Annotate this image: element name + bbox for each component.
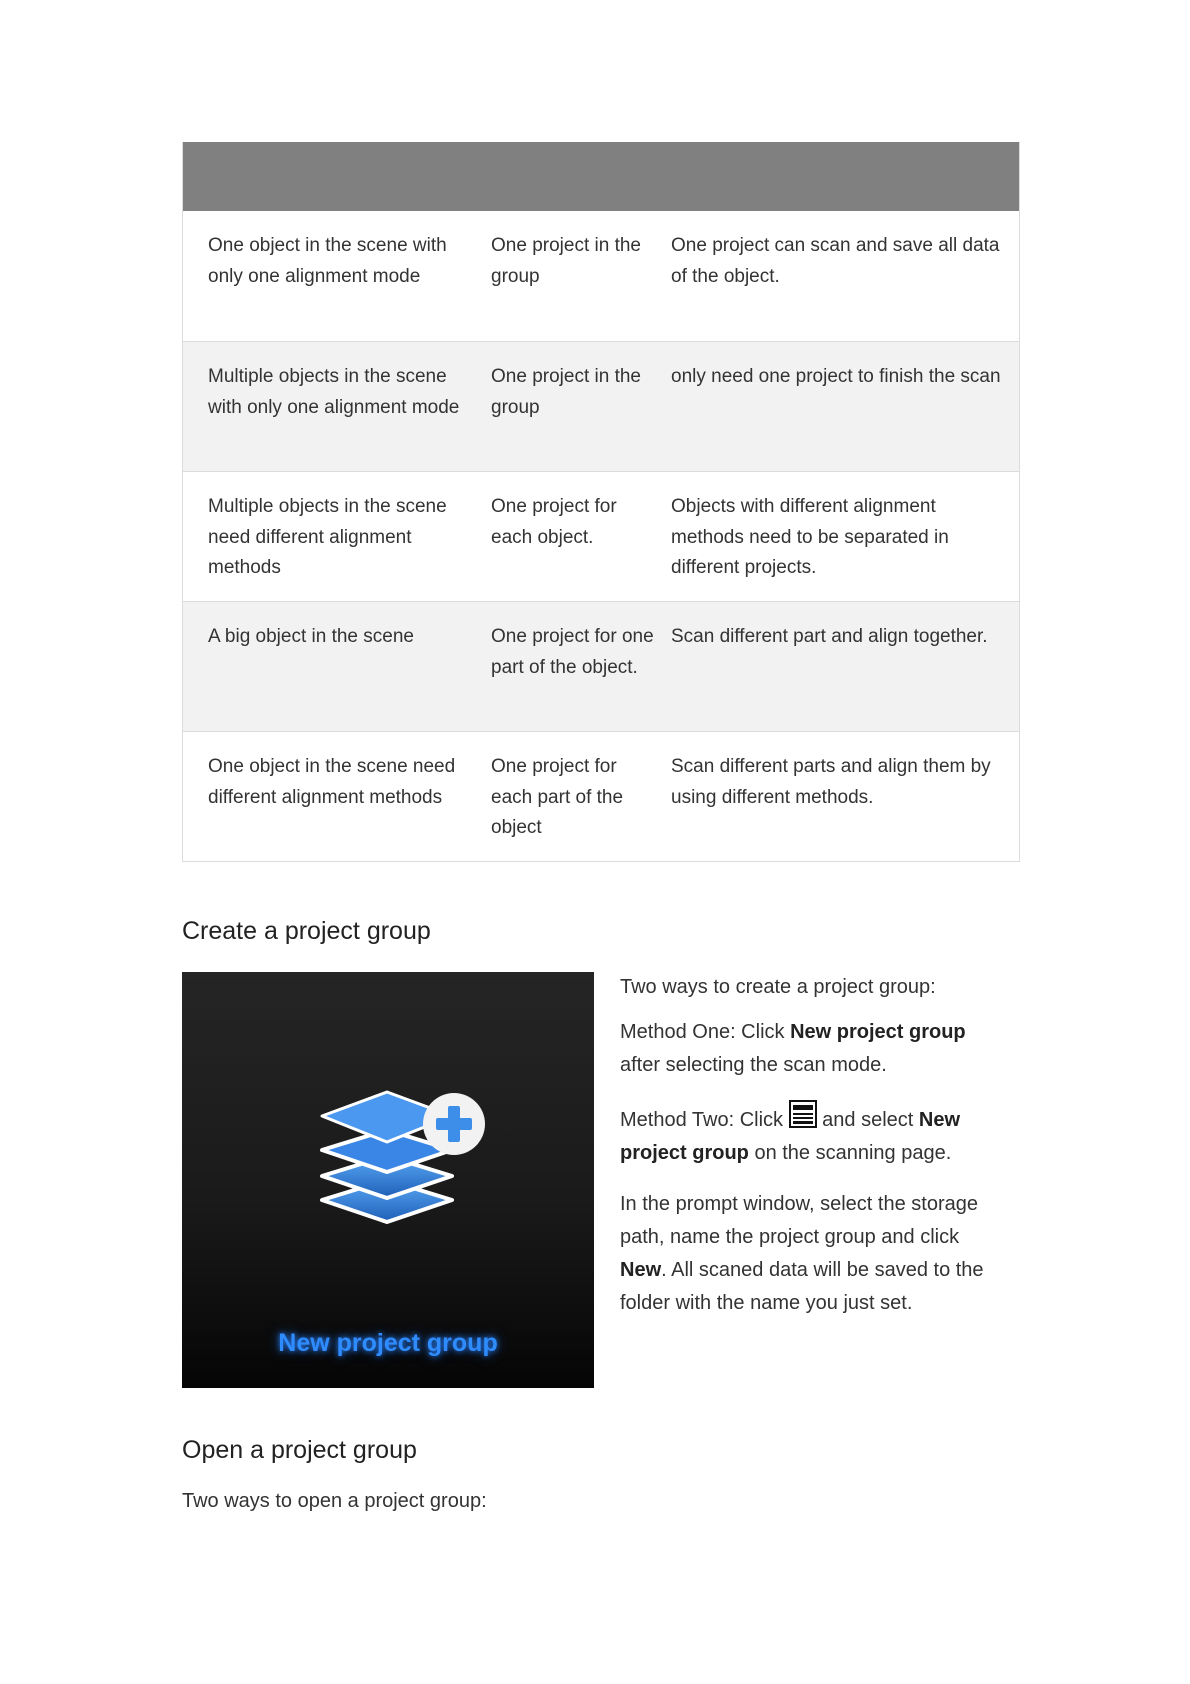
projects-cell: One project for each part of the object [491, 756, 624, 838]
prompt-prefix: In the prompt window, select the storage path, name the project group and click [620, 1193, 978, 1248]
scenario-cell: Multiple objects in the scene need different alignment methods [208, 496, 447, 578]
create-section-heading: Create a project group [182, 917, 431, 945]
project-group-table [182, 142, 1020, 862]
method-one-prefix: Method One: Click [620, 1021, 791, 1043]
table-row [183, 471, 1019, 601]
method-one-text [620, 1016, 1010, 1082]
create-intro: Two ways to create a project group: [620, 976, 936, 998]
method-two-bold: New project group [620, 1109, 961, 1164]
note-cell: Scan different part and align together. [671, 626, 988, 647]
scenario-cell: One object in the scene with only one alignment mode [208, 235, 447, 287]
menu-icon [789, 1100, 817, 1128]
projects-cell: One project in the group [491, 366, 641, 418]
table-row [183, 211, 1019, 341]
table-row [183, 341, 1019, 471]
figure-caption: New project group [278, 1329, 498, 1357]
note-cell: One project can scan and save all data of the object. [671, 235, 1000, 287]
method-two-prefix: Method Two: Click [620, 1109, 789, 1131]
method-two-suffix: on the scanning page. [748, 1142, 952, 1164]
open-intro: Two ways to open a project group: [182, 1490, 487, 1512]
note-cell: Objects with different alignment methods need to be separated in different projects. [671, 496, 949, 578]
open-section-heading: Open a project group [182, 1436, 417, 1464]
scenario-cell: Multiple objects in the scene with only one alignment mode [208, 366, 460, 418]
layers-plus-icon [317, 1084, 497, 1224]
projects-cell: One project for each object. [491, 496, 617, 548]
method-two-mid: and select [816, 1109, 919, 1131]
prompt-text [620, 1188, 1010, 1320]
note-cell: Scan different parts and align them by using different methods. [671, 756, 991, 808]
method-one-bold: New project group [790, 1021, 966, 1043]
create-instructions [620, 972, 1010, 1338]
prompt-suffix: . All scaned data will be saved to the folder with the name you just set. [620, 1259, 984, 1314]
scenario-cell: One object in the scene need different alignment methods [208, 756, 456, 808]
new-project-group-figure [182, 972, 594, 1388]
scenario-cell: A big object in the scene [208, 626, 414, 647]
method-two-text [620, 1100, 1010, 1170]
method-one-suffix: after selecting the scan mode. [620, 1054, 887, 1076]
table-row [183, 601, 1019, 731]
table-row [183, 731, 1019, 861]
table-header [183, 142, 1019, 211]
prompt-bold: New [620, 1259, 662, 1281]
note-cell: only need one project to finish the scan [671, 366, 1001, 387]
projects-cell: One project in the group [491, 235, 641, 287]
projects-cell: One project for one part of the object. [491, 626, 654, 678]
